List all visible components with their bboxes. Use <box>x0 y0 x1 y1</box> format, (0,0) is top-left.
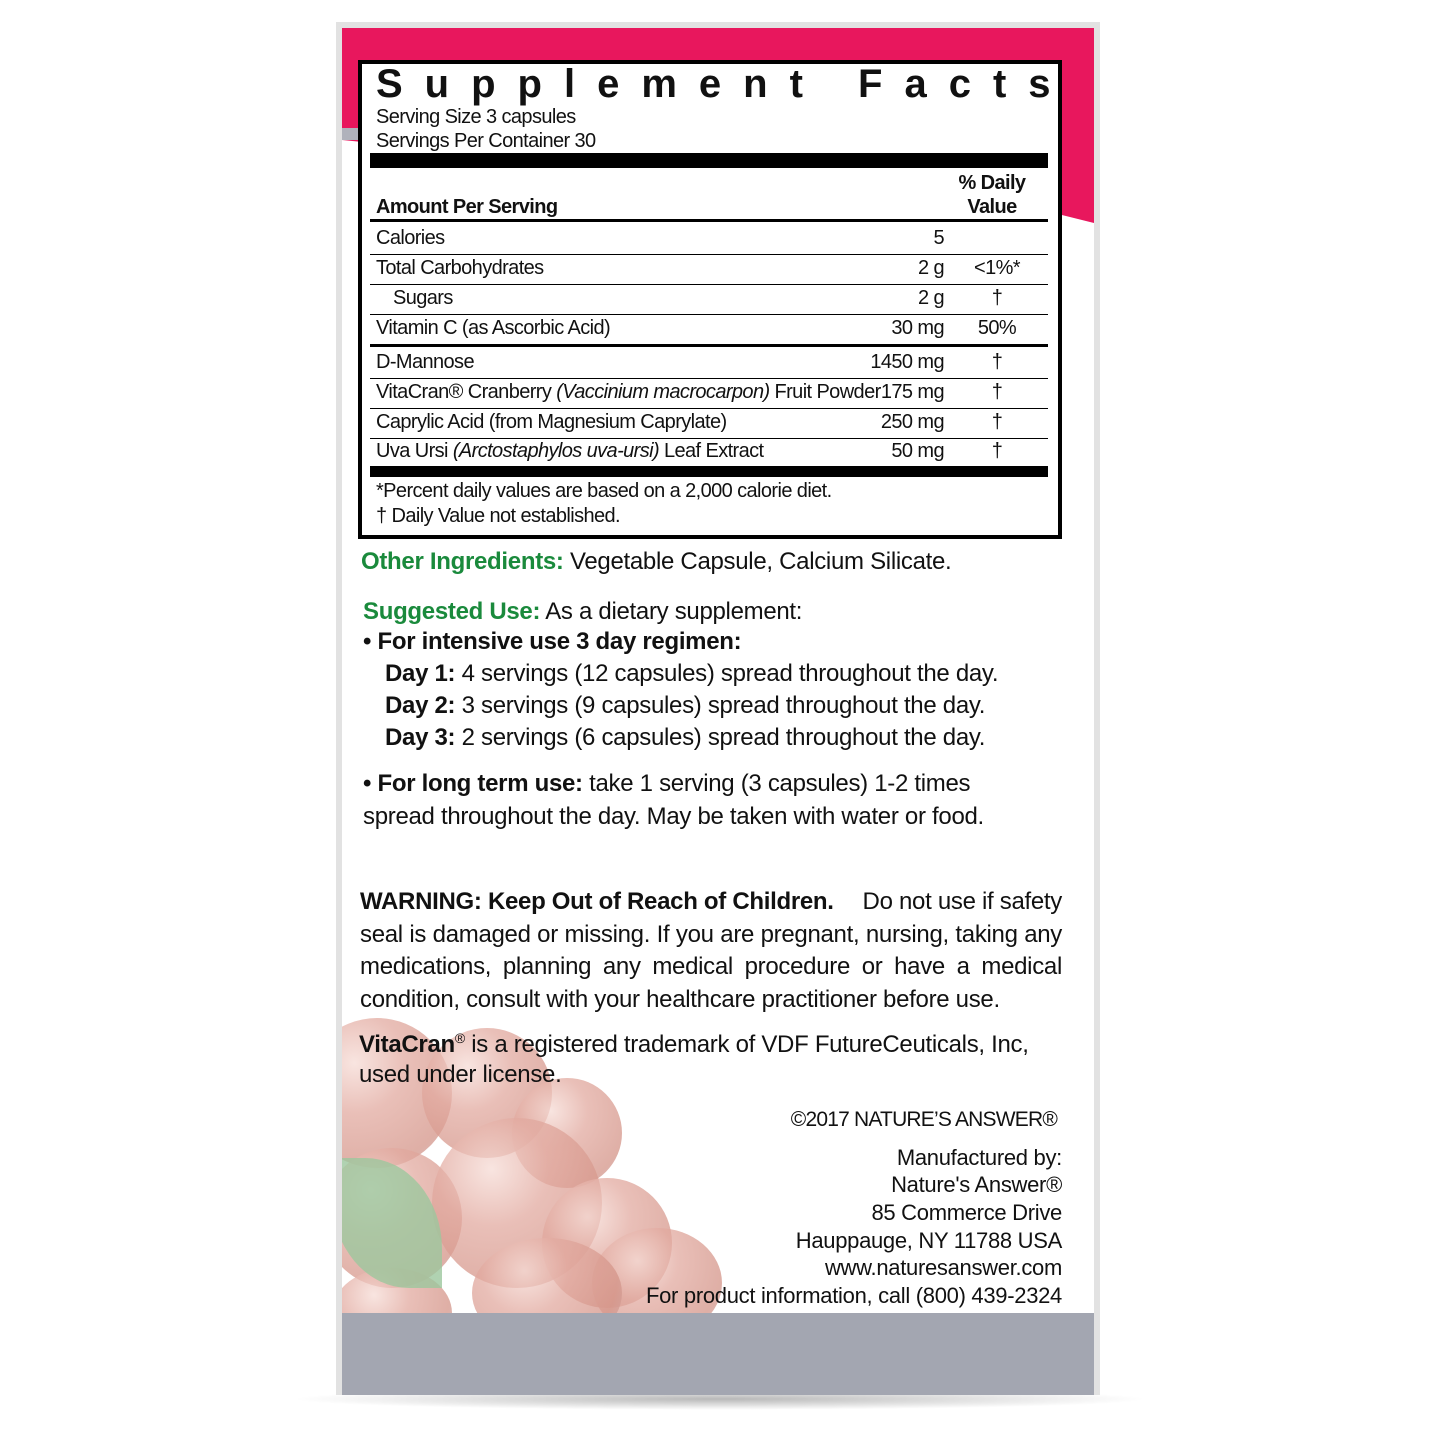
day-text: 2 servings (6 capsules) spread throughout the day. <box>455 724 986 751</box>
nutrient-daily-value: † <box>991 381 1003 403</box>
dv-header-2: Value <box>967 196 1017 218</box>
amount-per-serving-header: Amount Per Serving <box>376 196 558 218</box>
nutrient-name-part: Fruit Powder <box>769 381 881 403</box>
suggested-use <box>363 598 802 626</box>
trademark-notice-2: used under license. <box>359 1061 562 1088</box>
manufacturer-line: www.naturesanswer.com <box>824 1255 1062 1280</box>
nutrient-amount: 2 g <box>917 257 944 279</box>
nutrient-name: Calories <box>376 227 445 249</box>
registered-mark: ® <box>454 1030 465 1046</box>
nutrient-daily-value: † <box>991 440 1003 462</box>
footnote-dagger: † Daily Value not established. <box>376 505 621 527</box>
nutrient-name: Vitamin C (as Ascorbic Acid) <box>376 317 611 339</box>
long-term-label: • For long term use: <box>363 770 583 797</box>
warning-line-4: condition, consult with your healthcare practitioner before use. <box>360 986 1000 1013</box>
day-label: Day 3: <box>385 724 456 751</box>
nutrient-name: Total Carbohydrates <box>376 257 544 279</box>
nutrient-daily-value: † <box>991 351 1003 373</box>
manufacturer-line: Hauppauge, NY 11788 USA <box>795 1228 1062 1253</box>
copyright: ©2017 NATURE’S ANSWER® <box>790 1108 1057 1131</box>
divider-thick <box>370 153 1048 168</box>
manufacturer-line: Manufactured by: <box>896 1145 1062 1170</box>
manufacturer-line: For product information, call (800) 439-2324 <box>645 1283 1062 1308</box>
long-term-text: take 1 serving (3 capsules) 1-2 times <box>582 770 971 797</box>
warning-line-2: seal is damaged or missing. If you are pregnant, nursing, taking any <box>360 921 1062 948</box>
manufacturer-line: 85 Commerce Drive <box>871 1200 1062 1225</box>
supplement-facts-panel <box>358 60 1073 539</box>
nutrient-name: D-Mannose <box>376 351 474 373</box>
long-term-use-2: spread throughout the day. May be taken with water or food. <box>363 803 984 830</box>
nutrient-daily-value: † <box>991 287 1003 309</box>
nutrient-name-part: (Vaccinium macrocarpon) <box>556 381 770 403</box>
warning-label: WARNING: Keep Out of Reach of Children. <box>360 888 834 915</box>
nutrient-name <box>376 381 881 404</box>
suggested-use-label: Suggested Use: <box>363 598 541 625</box>
manufacturer-line: Nature's Answer® <box>891 1172 1062 1197</box>
day-label: Day 2: <box>385 692 456 719</box>
day-3 <box>385 724 985 752</box>
row-divider <box>370 408 1048 409</box>
nutrient-name-part: Leaf Extract <box>659 440 764 462</box>
row-divider <box>370 378 1048 379</box>
other-ingredients-text: Vegetable Capsule, Calcium Silicate. <box>563 548 952 575</box>
intensive-use-heading: • For intensive use 3 day regimen: <box>363 628 742 655</box>
day-text: 3 servings (9 capsules) spread throughout the day. <box>455 692 986 719</box>
warning-line-3: medications, planning any medical procedure or have a medical <box>360 953 1062 980</box>
nutrient-name: Sugars <box>393 287 453 309</box>
other-ingredients-label: Other Ingredients: <box>361 548 564 575</box>
trademark-brand: VitaCran <box>359 1031 455 1058</box>
nutrient-amount: 175 mg <box>880 381 944 403</box>
day-text: 4 servings (12 capsules) spread throughout the day. <box>455 660 999 687</box>
serving-size: Serving Size 3 capsules <box>376 106 576 128</box>
row-divider <box>370 438 1048 439</box>
row-divider <box>370 284 1048 285</box>
nutrient-daily-value: 50% <box>977 317 1017 339</box>
nutrient-amount: 30 mg <box>891 317 944 339</box>
divider-thick <box>370 466 1048 477</box>
row-divider <box>370 314 1048 315</box>
day-2 <box>385 692 985 720</box>
servings-per-container: Servings Per Container 30 <box>376 130 596 152</box>
nutrient-name: Caprylic Acid (from Magnesium Caprylate) <box>376 411 727 433</box>
nutrient-daily-value: † <box>991 411 1003 433</box>
warning-text: Do not use if safety <box>862 888 1062 915</box>
day-label: Day 1: <box>385 660 456 687</box>
other-ingredients <box>361 548 951 576</box>
nutrient-amount: 5 <box>933 227 944 249</box>
day-1 <box>385 660 998 688</box>
facts-title: Supplement Facts <box>376 62 1073 106</box>
nutrient-name-part: VitaCran® Cranberry <box>376 381 557 403</box>
trademark-text: is a registered trademark of VDF FutureCeuticals, Inc, <box>464 1031 1029 1058</box>
footnote-daily-values: *Percent daily values are based on a 2,000 calorie diet. <box>376 480 832 502</box>
row-divider <box>370 254 1048 255</box>
nutrient-amount: 50 mg <box>891 440 944 462</box>
nutrient-amount: 1450 mg <box>870 351 944 373</box>
row-divider <box>370 344 1048 347</box>
nutrient-name-part: Uva Ursi <box>376 440 453 462</box>
bottom-gray-band <box>342 1313 1094 1395</box>
nutrient-amount: 250 mg <box>880 411 944 433</box>
nutrient-name-part: (Arctostaphylos uva-ursi) <box>452 440 660 462</box>
trademark-notice <box>359 1030 1029 1059</box>
nutrient-daily-value: <1%* <box>974 257 1020 279</box>
divider <box>370 219 1048 222</box>
nutrient-name <box>376 440 764 463</box>
dv-header: % Daily <box>958 172 1026 194</box>
warning-line-1 <box>360 888 1062 916</box>
nutrient-amount: 2 g <box>917 287 944 309</box>
suggested-use-text: As a dietary supplement: <box>540 598 803 625</box>
long-term-use <box>363 770 970 798</box>
